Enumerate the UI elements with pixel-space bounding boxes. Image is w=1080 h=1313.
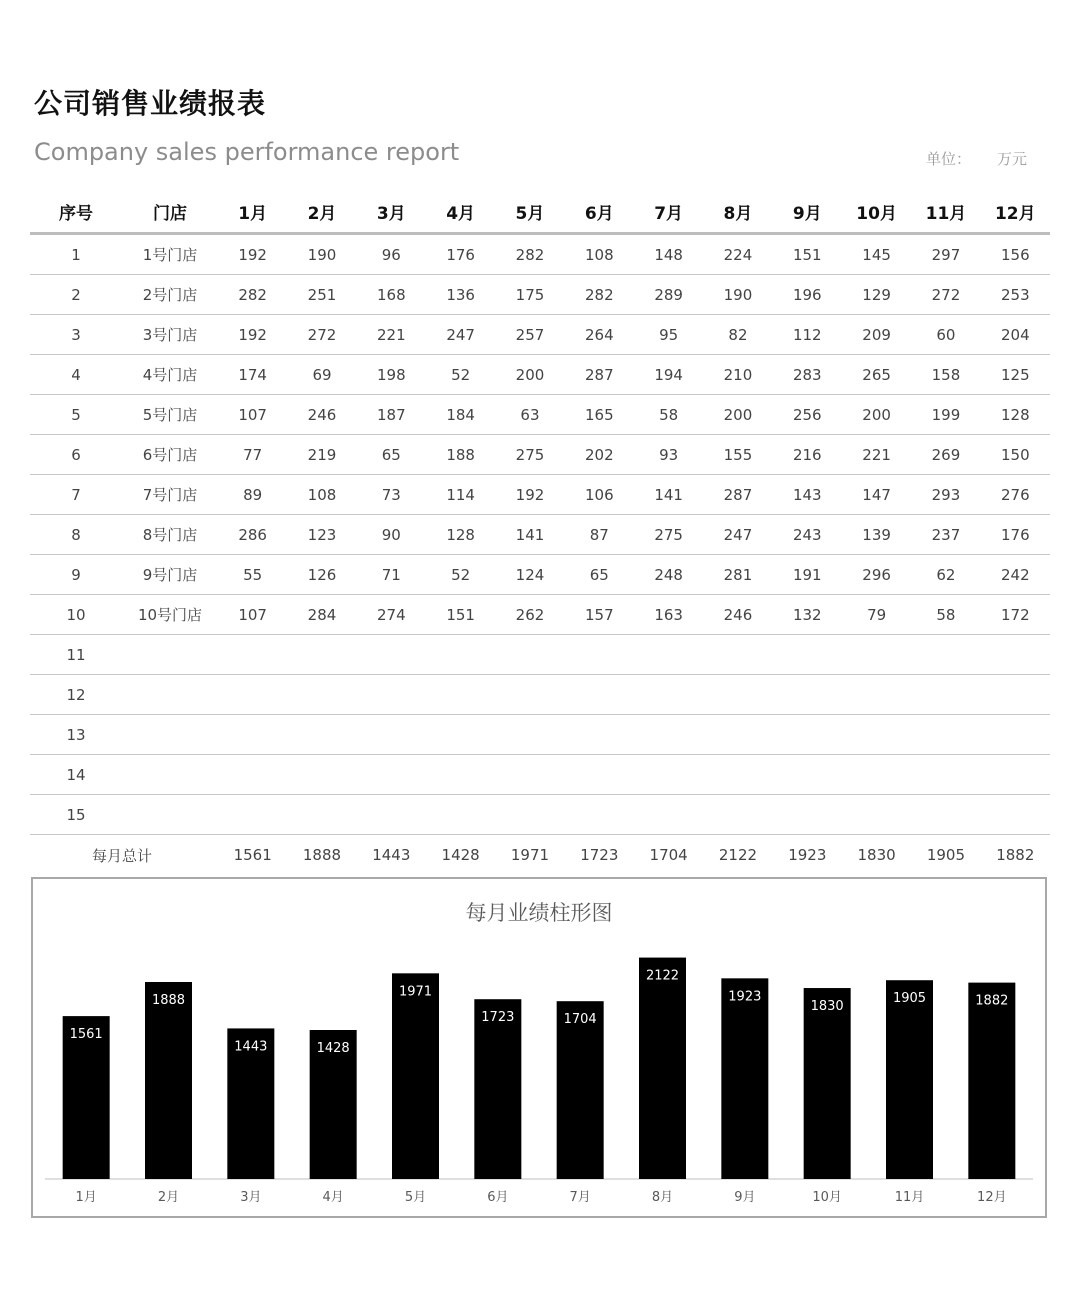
sales-value-cell: [634, 715, 703, 755]
store-name-cell: 5号门店: [122, 395, 218, 435]
chart-bar: [804, 988, 851, 1179]
sales-value-cell: 256: [773, 395, 842, 435]
monthly-total-cell: 1888: [302, 846, 342, 864]
chart-title: 每月业绩柱形图: [465, 901, 613, 925]
monthly-total-cell: 2122: [718, 846, 758, 864]
sales-value-cell: 247: [703, 515, 772, 555]
chart-bar: [639, 958, 686, 1179]
sales-value-cell: 58: [911, 595, 980, 635]
sales-value-cell: 71: [357, 555, 426, 595]
sales-value-cell: [773, 675, 842, 715]
sales-value-cell: 202: [565, 435, 634, 475]
sales-value-cell: 107: [218, 595, 287, 635]
sales-value-cell: 246: [287, 395, 356, 435]
sales-value-cell: 87: [565, 515, 634, 555]
row-index-cell: 11: [30, 635, 122, 675]
column-header-month: 10月: [842, 190, 911, 234]
bar-value-label: 1882: [975, 993, 1009, 1009]
column-header-month: 2月: [287, 190, 356, 234]
column-header-month: 7月: [634, 190, 703, 234]
table-row: [30, 595, 1050, 635]
sales-value-cell: 276: [981, 475, 1050, 515]
table-row: [30, 435, 1050, 475]
sales-value-cell: [218, 715, 287, 755]
sales-value-cell: 106: [565, 475, 634, 515]
store-name-cell: [122, 715, 218, 755]
table-row: [30, 555, 1050, 595]
sales-value-cell: [426, 795, 495, 835]
sales-value-cell: 269: [911, 435, 980, 475]
chart-plot-area: [33, 879, 1045, 1216]
store-name-cell: [122, 635, 218, 675]
sales-value-cell: 272: [911, 275, 980, 315]
bar-value-label: 2122: [645, 968, 680, 984]
table-body: [30, 234, 1050, 835]
sales-value-cell: [773, 635, 842, 675]
store-name-cell: [122, 675, 218, 715]
bar-value-label: 1971: [398, 984, 433, 1000]
sales-value-cell: 52: [426, 555, 495, 595]
sales-value-cell: 176: [981, 515, 1050, 555]
sales-value-cell: [426, 635, 495, 675]
bar-value-label: 1704: [563, 1012, 597, 1028]
bar-value-label: 1561: [69, 1027, 103, 1043]
sales-value-cell: 209: [842, 315, 911, 355]
sales-value-cell: 157: [565, 595, 634, 635]
sales-value-cell: 139: [842, 515, 911, 555]
table-row: [30, 234, 1050, 275]
table-row: [30, 635, 1050, 675]
sales-value-cell: 243: [773, 515, 842, 555]
store-name-cell: 8号门店: [122, 515, 218, 555]
sales-value-cell: [287, 755, 356, 795]
sales-value-cell: 172: [981, 595, 1050, 635]
sales-value-cell: [911, 755, 980, 795]
monthly-total-cell: 1723: [580, 846, 619, 864]
store-name-cell: 1号门店: [122, 234, 218, 275]
sales-value-cell: 150: [981, 435, 1050, 475]
sales-value-cell: [634, 755, 703, 795]
sales-value-cell: [981, 715, 1050, 755]
sales-value-cell: 174: [218, 355, 287, 395]
totals-label: 每月总计: [92, 846, 153, 865]
x-tick-label: 7月: [569, 1190, 591, 1205]
sales-value-cell: [357, 755, 426, 795]
sales-value-cell: 190: [287, 234, 356, 275]
bar-value-label: 1443: [234, 1039, 268, 1055]
sales-value-cell: [565, 795, 634, 835]
table-header-row: [30, 190, 1050, 234]
x-tick-label: 6月: [487, 1190, 509, 1205]
sales-value-cell: [495, 715, 564, 755]
x-tick-label: 11月: [894, 1190, 925, 1205]
unit-note: [926, 148, 1027, 169]
sales-value-cell: 132: [773, 595, 842, 635]
sales-value-cell: [842, 675, 911, 715]
x-tick-label: 10月: [812, 1190, 842, 1205]
sales-value-cell: [495, 755, 564, 795]
sales-value-cell: 52: [426, 355, 495, 395]
monthly-total-cell: 1561: [233, 846, 272, 864]
sales-value-cell: [426, 715, 495, 755]
sales-value-cell: 89: [218, 475, 287, 515]
sales-value-cell: [287, 795, 356, 835]
x-tick-label: 2月: [157, 1190, 180, 1205]
sales-value-cell: 55: [218, 555, 287, 595]
sales-value-cell: 221: [357, 315, 426, 355]
sales-value-cell: 200: [842, 395, 911, 435]
column-header-month: 11月: [911, 190, 980, 234]
chart-bar: [392, 973, 439, 1179]
sales-value-cell: 289: [634, 275, 703, 315]
sales-value-cell: [357, 795, 426, 835]
sales-value-cell: 219: [287, 435, 356, 475]
column-header-store: 门店: [122, 190, 218, 234]
sales-value-cell: 79: [842, 595, 911, 635]
sales-value-cell: [773, 795, 842, 835]
sales-value-cell: [703, 635, 772, 675]
sales-value-cell: 108: [287, 475, 356, 515]
store-name-cell: 7号门店: [122, 475, 218, 515]
bar-value-label: 1923: [728, 989, 762, 1005]
sales-value-cell: [357, 715, 426, 755]
x-tick-label: 1月: [75, 1190, 97, 1205]
sales-value-cell: 247: [426, 315, 495, 355]
column-header-index: 序号: [30, 190, 122, 234]
row-index-cell: 8: [30, 515, 122, 555]
store-name-cell: 9号门店: [122, 555, 218, 595]
sales-value-cell: 237: [911, 515, 980, 555]
sales-value-cell: 124: [495, 555, 564, 595]
sales-value-cell: 274: [357, 595, 426, 635]
sales-value-cell: [218, 755, 287, 795]
sales-value-cell: 96: [357, 234, 426, 275]
store-name-cell: [122, 795, 218, 835]
store-name-cell: 10号门店: [122, 595, 218, 635]
sales-value-cell: 192: [218, 234, 287, 275]
sales-value-cell: 151: [773, 234, 842, 275]
sales-value-cell: 176: [426, 234, 495, 275]
sales-value-cell: 275: [634, 515, 703, 555]
x-tick-label: 12月: [977, 1190, 1007, 1205]
sales-value-cell: 191: [773, 555, 842, 595]
sales-value-cell: 293: [911, 475, 980, 515]
sales-value-cell: 198: [357, 355, 426, 395]
chart-bar: [886, 980, 933, 1179]
table-row: [30, 315, 1050, 355]
sales-value-cell: 282: [218, 275, 287, 315]
sales-value-cell: 264: [565, 315, 634, 355]
row-index-cell: 6: [30, 435, 122, 475]
sales-value-cell: [842, 795, 911, 835]
sales-value-cell: [773, 715, 842, 755]
sales-value-cell: 168: [357, 275, 426, 315]
sales-value-cell: [773, 755, 842, 795]
page-subtitle: Company sales performance report: [34, 138, 460, 166]
sales-value-cell: 125: [981, 355, 1050, 395]
chart-bar: [145, 982, 192, 1179]
sales-value-cell: 126: [287, 555, 356, 595]
monthly-total-cell: 1830: [857, 846, 896, 864]
sales-value-cell: 253: [981, 275, 1050, 315]
chart-bar: [721, 978, 768, 1179]
sales-value-cell: [981, 795, 1050, 835]
sales-value-cell: [218, 635, 287, 675]
sales-value-cell: [911, 635, 980, 675]
sales-value-cell: 190: [703, 275, 772, 315]
sales-value-cell: [495, 675, 564, 715]
column-header-month: 12月: [981, 190, 1050, 234]
table-row: [30, 475, 1050, 515]
sales-value-cell: 272: [287, 315, 356, 355]
store-name-cell: 2号门店: [122, 275, 218, 315]
bar-value-label: 1723: [481, 1010, 515, 1026]
sales-value-cell: 199: [911, 395, 980, 435]
sales-value-cell: 192: [495, 475, 564, 515]
sales-value-cell: [426, 755, 495, 795]
sales-value-cell: 58: [634, 395, 703, 435]
sales-value-cell: [911, 675, 980, 715]
sales-value-cell: [495, 795, 564, 835]
monthly-total-cell: 1905: [926, 846, 966, 864]
monthly-total-cell: 1882: [996, 846, 1035, 864]
sales-value-cell: [911, 715, 980, 755]
bar-value-label: 1905: [892, 991, 927, 1007]
column-header-month: 4月: [426, 190, 495, 234]
sales-value-cell: 65: [357, 435, 426, 475]
row-index-cell: 15: [30, 795, 122, 835]
monthly-total-cell: 1428: [441, 846, 480, 864]
x-tick-label: 9月: [734, 1190, 756, 1205]
sales-value-cell: [842, 635, 911, 675]
sales-value-cell: 287: [565, 355, 634, 395]
sales-value-cell: 196: [773, 275, 842, 315]
sales-value-cell: [495, 635, 564, 675]
sales-value-cell: 63: [495, 395, 564, 435]
row-index-cell: 2: [30, 275, 122, 315]
sales-value-cell: 112: [773, 315, 842, 355]
sales-value-cell: 192: [218, 315, 287, 355]
sales-value-cell: 165: [565, 395, 634, 435]
sales-value-cell: [565, 635, 634, 675]
column-header-month: 5月: [495, 190, 564, 234]
sales-value-cell: [287, 675, 356, 715]
sales-value-cell: 246: [703, 595, 772, 635]
sales-value-cell: 296: [842, 555, 911, 595]
bar-value-label: 1888: [151, 992, 186, 1008]
sales-value-cell: 73: [357, 475, 426, 515]
sales-value-cell: 93: [634, 435, 703, 475]
table-row: [30, 795, 1050, 835]
unit-value: 万元: [997, 150, 1028, 168]
sales-value-cell: [287, 715, 356, 755]
sales-table: [30, 190, 1050, 875]
sales-value-cell: 69: [287, 355, 356, 395]
row-index-cell: 13: [30, 715, 122, 755]
table-row: [30, 355, 1050, 395]
sales-value-cell: [703, 755, 772, 795]
sales-value-cell: 204: [981, 315, 1050, 355]
unit-label: 单位：: [926, 150, 972, 168]
sales-value-cell: 297: [911, 234, 980, 275]
sales-value-cell: [565, 755, 634, 795]
column-header-month: 1月: [218, 190, 287, 234]
table-row: [30, 675, 1050, 715]
table-row: [30, 515, 1050, 555]
sales-value-cell: [842, 715, 911, 755]
sales-value-cell: [911, 795, 980, 835]
sales-value-cell: 141: [634, 475, 703, 515]
table-row: [30, 395, 1050, 435]
sales-value-cell: 147: [842, 475, 911, 515]
column-header-month: 8月: [703, 190, 772, 234]
sales-value-cell: 123: [287, 515, 356, 555]
sales-value-cell: [981, 675, 1050, 715]
row-index-cell: 9: [30, 555, 122, 595]
store-name-cell: 4号门店: [122, 355, 218, 395]
chart-bar: [557, 1001, 604, 1179]
sales-value-cell: [703, 715, 772, 755]
sales-value-cell: 136: [426, 275, 495, 315]
sales-value-cell: 284: [287, 595, 356, 635]
monthly-total-cell: 1971: [510, 846, 550, 864]
sales-value-cell: 184: [426, 395, 495, 435]
sales-value-cell: 224: [703, 234, 772, 275]
sales-value-cell: 283: [773, 355, 842, 395]
sales-value-cell: 281: [703, 555, 772, 595]
sales-value-cell: 107: [218, 395, 287, 435]
bar-value-label: 1428: [316, 1040, 350, 1056]
bar-value-label: 1830: [810, 999, 844, 1015]
sales-value-cell: [703, 675, 772, 715]
sales-value-cell: [634, 795, 703, 835]
sales-value-cell: 262: [495, 595, 564, 635]
sales-value-cell: 200: [703, 395, 772, 435]
table-row: [30, 275, 1050, 315]
x-tick-label: 5月: [404, 1190, 427, 1205]
chart-bar: [474, 999, 521, 1179]
sales-value-cell: 114: [426, 475, 495, 515]
sales-value-cell: 175: [495, 275, 564, 315]
table-header: [30, 190, 1050, 234]
sales-value-cell: 216: [773, 435, 842, 475]
sales-value-cell: 60: [911, 315, 980, 355]
sales-value-cell: [218, 795, 287, 835]
sales-value-cell: 128: [981, 395, 1050, 435]
store-name-cell: 3号门店: [122, 315, 218, 355]
sales-value-cell: [357, 675, 426, 715]
row-index-cell: 3: [30, 315, 122, 355]
table-row: [30, 715, 1050, 755]
row-index-cell: 14: [30, 755, 122, 795]
chart-bar: [968, 983, 1015, 1179]
sales-value-cell: 210: [703, 355, 772, 395]
sales-value-cell: 275: [495, 435, 564, 475]
row-index-cell: 10: [30, 595, 122, 635]
sales-value-cell: [634, 675, 703, 715]
sales-value-cell: 145: [842, 234, 911, 275]
sales-value-cell: 151: [426, 595, 495, 635]
monthly-total-cell: 1443: [372, 846, 411, 864]
sales-value-cell: [981, 635, 1050, 675]
sales-value-cell: 200: [495, 355, 564, 395]
sales-value-cell: [703, 795, 772, 835]
sales-value-cell: 257: [495, 315, 564, 355]
sales-value-cell: 286: [218, 515, 287, 555]
row-index-cell: 5: [30, 395, 122, 435]
row-index-cell: 12: [30, 675, 122, 715]
row-index-cell: 7: [30, 475, 122, 515]
store-name-cell: [122, 755, 218, 795]
page-title: 公司销售业绩报表: [34, 87, 267, 120]
totals-row: [30, 835, 1050, 876]
column-header-month: 3月: [357, 190, 426, 234]
sales-value-cell: 194: [634, 355, 703, 395]
sales-value-cell: 163: [634, 595, 703, 635]
sales-value-cell: 242: [981, 555, 1050, 595]
sales-value-cell: 251: [287, 275, 356, 315]
sales-value-cell: 129: [842, 275, 911, 315]
sales-value-cell: 82: [703, 315, 772, 355]
sales-value-cell: [287, 635, 356, 675]
sales-value-cell: 187: [357, 395, 426, 435]
sales-value-cell: 108: [565, 234, 634, 275]
table-row: [30, 755, 1050, 795]
sales-value-cell: [842, 755, 911, 795]
x-tick-label: 8月: [651, 1190, 674, 1205]
sales-value-cell: 248: [634, 555, 703, 595]
table-footer: [30, 835, 1050, 876]
sales-value-cell: 128: [426, 515, 495, 555]
column-header-month: 6月: [565, 190, 634, 234]
sales-value-cell: 62: [911, 555, 980, 595]
sales-value-cell: 188: [426, 435, 495, 475]
sales-value-cell: [981, 755, 1050, 795]
monthly-total-cell: 1704: [649, 846, 688, 864]
sales-value-cell: 77: [218, 435, 287, 475]
sales-value-cell: 90: [357, 515, 426, 555]
sales-value-cell: 265: [842, 355, 911, 395]
sales-value-cell: [426, 675, 495, 715]
sales-value-cell: 158: [911, 355, 980, 395]
sales-value-cell: 155: [703, 435, 772, 475]
monthly-bar-chart: [31, 877, 1047, 1218]
sales-value-cell: 148: [634, 234, 703, 275]
sales-value-cell: 143: [773, 475, 842, 515]
monthly-total-cell: 1923: [788, 846, 827, 864]
sales-value-cell: 282: [495, 234, 564, 275]
row-index-cell: 4: [30, 355, 122, 395]
sales-value-cell: 156: [981, 234, 1050, 275]
x-tick-label: 3月: [240, 1190, 262, 1205]
sales-value-cell: 287: [703, 475, 772, 515]
sales-value-cell: [565, 715, 634, 755]
sales-value-cell: [565, 675, 634, 715]
store-name-cell: 6号门店: [122, 435, 218, 475]
sales-value-cell: [357, 635, 426, 675]
x-tick-label: 4月: [322, 1190, 344, 1205]
sales-value-cell: 95: [634, 315, 703, 355]
sales-value-cell: 65: [565, 555, 634, 595]
column-header-month: 9月: [773, 190, 842, 234]
row-index-cell: 1: [30, 234, 122, 275]
sales-value-cell: 141: [495, 515, 564, 555]
sales-value-cell: [218, 675, 287, 715]
sales-value-cell: 282: [565, 275, 634, 315]
sales-value-cell: [634, 635, 703, 675]
sales-value-cell: 221: [842, 435, 911, 475]
